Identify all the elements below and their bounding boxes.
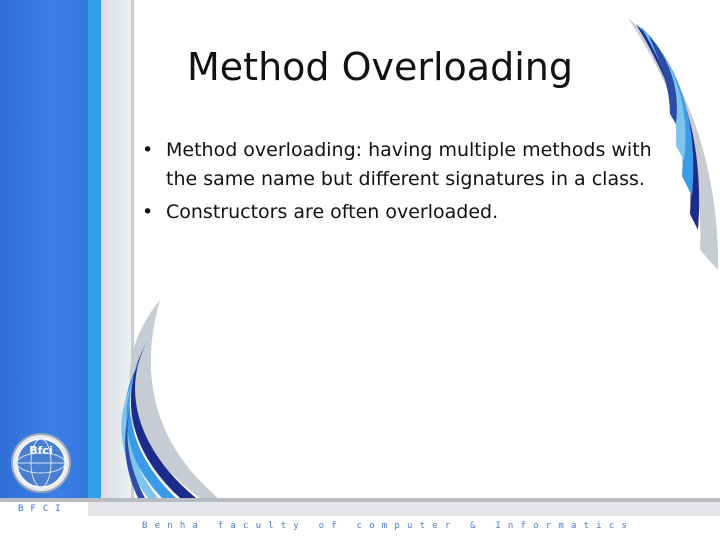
footer-mid-strip [0,502,720,516]
bfci-logo-icon [10,432,72,494]
bullet-marker: • [142,201,154,223]
bullet-item [142,198,662,227]
bullet-item [142,136,662,194]
slide-title: Method Overloading [187,45,573,89]
bullet-text: Method overloading: having multiple methods with the same name but different signatures in a class. [166,139,652,190]
footer-left-text: BFCI [18,504,68,514]
bullet-marker: • [142,139,154,161]
logo-text: Bfci [29,444,53,457]
bullet-list [142,136,662,231]
bullet-text: Constructors are often overloaded. [166,201,499,223]
footer-right-text: Benha faculty of computer & Informatics [142,521,635,531]
